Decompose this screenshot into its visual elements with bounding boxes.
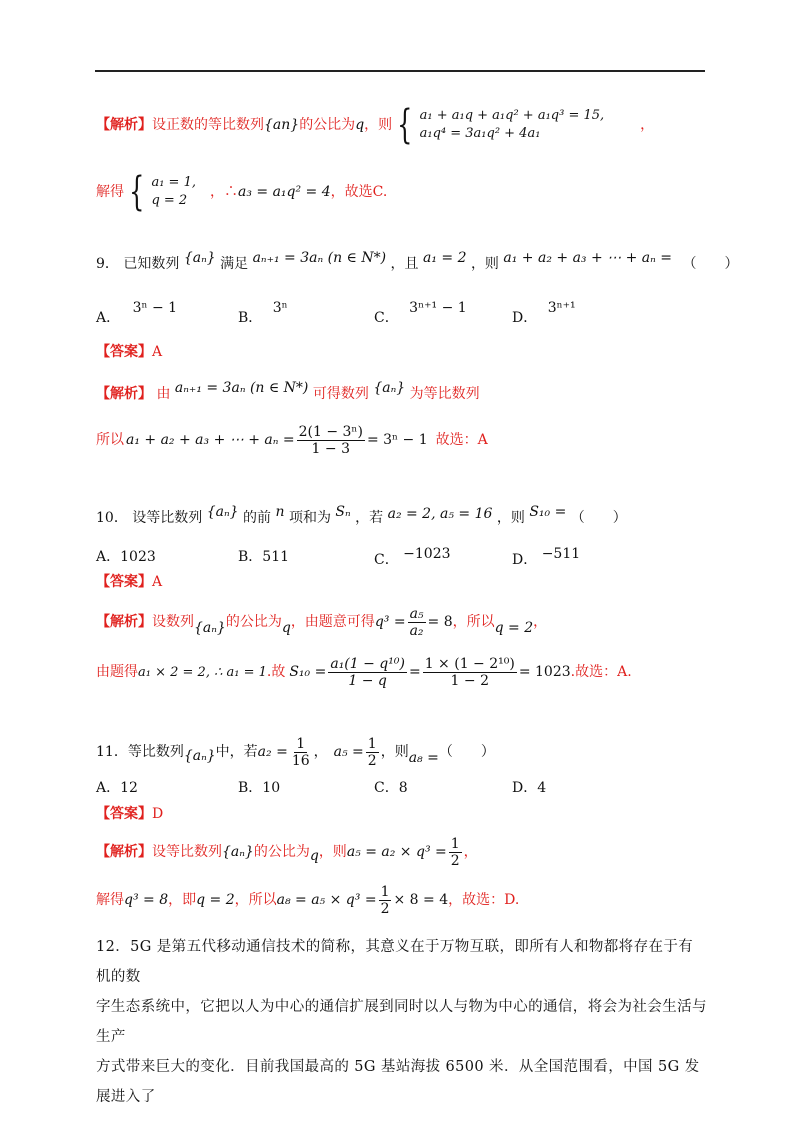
option-value: 1023 (120, 549, 156, 565)
option-value: 3ⁿ (272, 300, 288, 316)
fraction-denominator: 2 (367, 753, 377, 770)
fraction-numerator: a₁(1 − q¹⁰) (330, 656, 405, 672)
fraction-numerator: 1 (450, 836, 460, 852)
q10-sum-fraction-1 (328, 656, 407, 689)
q8-solve-text: 解得 (96, 183, 124, 200)
q10-option-c (374, 546, 451, 569)
q11-a5: a₅ = (333, 744, 364, 761)
q8-system (392, 102, 605, 148)
q10-line2-end: .故选：A. (570, 664, 632, 681)
q10-ratio-fraction (408, 606, 426, 639)
q8-eq2: a₁q⁴ = 3a₁q² + 4a₁ (419, 126, 541, 141)
analysis-tag: 【解析】 (96, 386, 152, 402)
option-label: B． (238, 549, 263, 565)
q10-analysis-line2 (96, 656, 632, 689)
q9-cond: aₙ₊₁ = 3aₙ (n ∈ N*) (252, 250, 387, 266)
fraction-numerator: 1 (380, 884, 390, 900)
q11-l2-q: q = 2 (196, 892, 235, 909)
q9-option-a (96, 300, 177, 327)
q10-line2-a: 由题得 (96, 664, 138, 681)
q8-text1: 设正数的等比数列 (152, 116, 264, 133)
q10-paren: （ ） (570, 510, 627, 526)
q11-stem4: ，则 (380, 744, 409, 761)
option-value: 3ⁿ⁺¹ (547, 300, 576, 316)
q10-jx4: ，所以 (452, 614, 495, 631)
q10-q3: q³ = (374, 614, 406, 631)
q9-option-c (374, 300, 467, 327)
q10-sn: Sₙ (335, 504, 351, 520)
q11-jx-fraction (449, 836, 462, 869)
q10-jx1: 设数列 (152, 614, 194, 631)
q11-stem2: 中，若 (215, 744, 258, 761)
q10-stem1: 设等比数列 (132, 510, 203, 526)
brace-icon: { (129, 169, 145, 215)
q9-so-sum: a₁ + a₂ + a₃ + ⋯ + aₙ = (126, 432, 295, 449)
q9-option-d (512, 300, 576, 327)
fraction-denominator: 1 − 2 (450, 673, 489, 690)
q8-q: q (355, 116, 365, 133)
option-label: C． (374, 780, 399, 796)
q11-option-d (512, 777, 546, 797)
option-label: A． (96, 780, 121, 796)
fraction-numerator: 1 (367, 736, 377, 752)
q10-line2-eq: a₁ × 2 = 2, ∴ a₁ = 1 (138, 664, 267, 680)
fraction-denominator: 2 (450, 853, 460, 870)
option-label: D． (512, 310, 538, 326)
q11-l2-a: 解得 (96, 892, 124, 909)
option-value: 10 (262, 780, 281, 796)
analysis-tag: 【解析】 (96, 844, 152, 861)
q9-jx-seq: {aₙ} (373, 380, 406, 396)
q11-stem (96, 736, 495, 769)
fraction-denominator: 1 − q (348, 673, 387, 690)
q9-jx-cond: aₙ₊₁ = 3aₙ (n ∈ N*) (174, 380, 309, 396)
option-value: 12 (120, 780, 138, 796)
q10-stem3: 项和为 (288, 510, 331, 526)
q8-text4: ，∴ (209, 183, 238, 200)
q9-sum: a₁ + a₂ + a₃ + ⋯ + aₙ = (503, 250, 672, 266)
answer-value: A (152, 344, 163, 360)
q12-line3: 方式带来巨大的变化．目前我国最高的 5G 基站海拔 6500 米．从全国范围看，中国 5G 发展进入了 (96, 1059, 700, 1105)
answer-value: D (152, 806, 164, 822)
q9-fraction (297, 424, 365, 457)
answer-tag: 【答案】 (96, 574, 152, 590)
q11-a5-fraction (366, 736, 379, 769)
brace-icon: { (397, 102, 413, 148)
option-label: C． (374, 310, 399, 326)
option-value: 4 (537, 780, 547, 796)
q10-cond: a₂ = 2, a₅ = 16 (387, 506, 493, 522)
q8-sol2: q = 2 (151, 193, 188, 208)
q9-so-result: = 3ⁿ − 1 (366, 432, 428, 449)
q10-jx-seq: {aₙ} (194, 620, 226, 637)
analysis-tag: 【解析】 (96, 614, 152, 631)
option-label: A． (96, 549, 121, 565)
q10-option-b (238, 546, 289, 566)
fraction-denominator: 1 − 3 (311, 441, 350, 458)
q11-stem1: 等比数列 (127, 744, 184, 761)
fraction-numerator: 1 (296, 736, 306, 752)
q8-solution-line (96, 98, 654, 152)
q10-jx2: 的公比为 (225, 614, 282, 631)
q10-jx-q: q (281, 620, 291, 637)
fraction-denominator: 16 (291, 753, 310, 770)
q8-sol1: a₁ = 1, (151, 175, 196, 191)
q8-solution-system (124, 169, 196, 215)
q10-n: n (275, 504, 285, 520)
q10-option-a (96, 546, 156, 566)
q11-jx-q: q (309, 848, 319, 865)
q11-analysis (96, 836, 478, 869)
q10-stem4: ，若 (355, 510, 384, 526)
q11-l2-b: ，即 (168, 892, 197, 909)
q11-option-b (238, 777, 280, 797)
q9-answer (96, 344, 162, 361)
q11-a2: a₂ = (257, 744, 288, 761)
q9-number: 9． (96, 256, 119, 272)
q9-stem3: ，且 (390, 256, 419, 272)
q8-comma: ， (640, 116, 655, 133)
q11-jx-seq: {aₙ} (222, 844, 254, 861)
q10-sum-fraction-2 (423, 656, 517, 689)
q12-line1: 12．5G 是第五代移动通信技术的简称，其意义在于万物互联，即所有人和物都将存在于有机的数 (96, 939, 694, 985)
q11-jx1: 设等比数列 (152, 844, 222, 861)
q12-line2: 字生态系统中，它把以人为中心的通信扩展到同时以人与物为中心的通信，将会为社会生活与生产 (96, 999, 707, 1045)
option-label: D． (512, 780, 538, 796)
q10-seq: {aₙ} (206, 504, 239, 520)
answer-value: A (152, 574, 163, 590)
q10-analysis (96, 606, 547, 639)
q9-stem2: 满足 (220, 256, 249, 272)
q8-seq: {an} (264, 116, 300, 133)
q11-number: 11． (96, 744, 128, 761)
q9-init: a₁ = 2 (422, 250, 467, 266)
option-value: 8 (398, 780, 408, 796)
q11-l2-c: ，所以 (234, 892, 277, 909)
q11-a8: a₈ = (408, 750, 439, 767)
q8-result: a₃ = a₁q² = 4 (237, 183, 331, 200)
q10-s10-lhs: S₁₀ = (289, 664, 327, 681)
fraction-numerator: 1 × (1 − 2¹⁰) (424, 656, 515, 672)
header-rule (95, 70, 705, 72)
q11-jx4: ， (463, 844, 478, 861)
q8-conclusion: ，故选C. (330, 183, 388, 200)
q11-option-c (374, 777, 408, 797)
q11-seq: {aₙ} (183, 748, 216, 765)
q9-jx2: 可得数列 (312, 386, 369, 402)
q11-jx2: 的公比为 (253, 844, 310, 861)
option-value: −511 (541, 546, 581, 562)
option-label: B． (238, 310, 263, 326)
q11-analysis-line2 (96, 884, 519, 917)
q11-stem3: ， (313, 744, 328, 761)
q9-so: 所以 (96, 432, 124, 449)
q8-text3: ，则 (364, 116, 393, 133)
option-label: D． (512, 552, 538, 568)
option-value: −1023 (403, 546, 451, 562)
q9-option-b (238, 300, 288, 327)
q10-stem (96, 504, 627, 527)
q11-l2-q3: q³ = 8 (124, 892, 169, 909)
q11-jx-eq: a₅ = a₂ × q³ = (346, 844, 447, 861)
q10-s10: S₁₀ = (529, 504, 567, 520)
fraction-denominator: 2 (380, 901, 390, 918)
q9-jx1: 由 (156, 386, 171, 402)
fraction-numerator: 2(1 − 3ⁿ) (298, 424, 363, 440)
q9-seq: {aₙ} (183, 250, 216, 266)
q10-q2: q = 2 (494, 620, 534, 637)
q11-l2-res: × 8 = 4 (393, 892, 449, 909)
option-label: A． (96, 310, 121, 326)
q10-eq-sign: = (408, 664, 421, 681)
analysis-tag: 【解析】 (96, 116, 152, 133)
q10-jx5: ， (533, 614, 548, 631)
q8-eq1: a₁ + a₁q + a₁q² + a₁q³ = 15, (419, 108, 605, 124)
q9-stem (96, 250, 738, 273)
q10-answer (96, 574, 162, 591)
q10-option-d (512, 546, 580, 569)
q10-s10-result: = 1023 (518, 664, 571, 681)
q12-passage (96, 932, 708, 1112)
option-label: C． (374, 552, 399, 568)
q9-so-end: 故选：A (435, 432, 488, 449)
q9-analysis (96, 380, 480, 403)
q10-eq8: = 8 (427, 614, 453, 631)
q8-text2: 的公比为 (299, 116, 356, 133)
q8-solve-line (96, 166, 387, 218)
answer-tag: 【答案】 (96, 344, 152, 360)
q11-jx3: ，则 (318, 844, 347, 861)
q10-stem5: ，则 (496, 510, 525, 526)
fraction-denominator: a₂ (409, 623, 424, 640)
q9-stem1: 已知数列 (123, 256, 180, 272)
q9-stem4: ，则 (470, 256, 499, 272)
option-label: B． (238, 780, 263, 796)
q10-stem2: 的前 (243, 510, 272, 526)
option-value: 511 (262, 549, 290, 565)
answer-tag: 【答案】 (96, 806, 152, 822)
q9-jx3: 为等比数列 (409, 386, 480, 402)
q10-line2-b: .故 (266, 664, 286, 681)
q10-number: 10． (96, 510, 128, 526)
q11-l2-end: ，故选：D. (448, 892, 520, 909)
q9-so-line (96, 424, 488, 457)
q11-answer (96, 806, 163, 823)
q11-option-a (96, 777, 138, 797)
q11-a2-fraction (290, 736, 312, 769)
q9-paren: （ ） (682, 256, 739, 272)
option-value: 3ⁿ⁺¹ − 1 (409, 300, 467, 316)
fraction-numerator: a₅ (409, 606, 424, 622)
q10-jx3: ，由题意可得 (290, 614, 375, 631)
q11-l2-eq: a₈ = a₅ × q³ = (276, 892, 377, 909)
option-value: 3ⁿ − 1 (132, 300, 178, 316)
q11-l2-fraction (379, 884, 392, 917)
q11-paren: （ ） (438, 744, 495, 761)
